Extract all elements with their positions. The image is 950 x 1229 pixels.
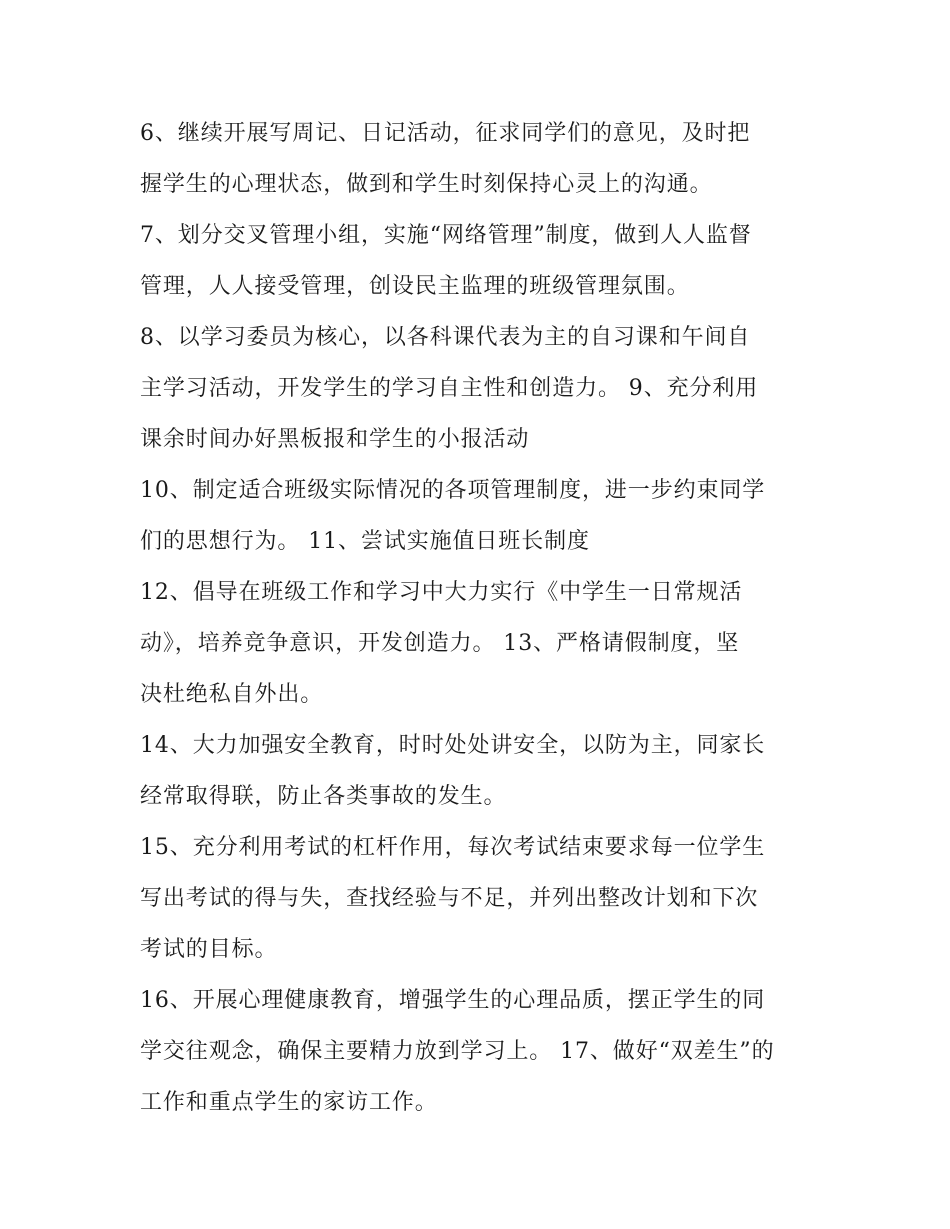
text-line: 主学习活动，开发学生的学习自主性和创造力。 9、充分利用 [140, 376, 759, 401]
text-line: 工作和重点学生的家访工作。 [140, 1090, 438, 1115]
text-line: 学交往观念，确保主要精力放到学习上。 17、做好“双差生”的 [140, 1039, 775, 1064]
text-line: 们的思想行为。 11、尝试实施值日班长制度 [140, 529, 590, 554]
text-line: 15、充分利用考试的杠杆作用，每次考试结束要求每一位学生 [140, 835, 766, 860]
text-line: 动》，培养竞争意识，开发创造力。 13、严格请假制度，坚 [140, 631, 740, 656]
text-line: 12、倡导在班级工作和学习中大力实行《中学生一日常规活 [140, 580, 743, 605]
text-line: 管理，人人接受管理，创设民主监理的班级管理氛围。 [140, 274, 690, 299]
text-line: 6、继续开展写周记、日记活动，征求同学们的意见，及时把 [140, 121, 751, 146]
text-line: 握学生的心理状态，做到和学生时刻保持心灵上的沟通。 [140, 172, 713, 197]
document-body [140, 108, 820, 1128]
text-line: 课余时间办好黑板报和学生的小报活动 [140, 427, 530, 452]
text-line: 16、开展心理健康教育，增强学生的心理品质，摆正学生的同 [140, 988, 766, 1013]
text-line: 10、制定适合班级实际情况的各项管理制度，进一步约束同学 [140, 478, 766, 503]
text-line: 考试的目标。 [140, 937, 278, 962]
text-line: 经常取得联，防止各类事故的发生。 [140, 784, 507, 809]
text-line: 7、划分交叉管理小组，实施“网络管理”制度，做到人人监督 [140, 223, 752, 248]
text-line: 14、大力加强安全教育，时时处处讲安全，以防为主，同家长 [140, 733, 766, 758]
text-line: 决杜绝私自外出。 [140, 682, 324, 707]
text-line: 8、以学习委员为核心，以各科课代表为主的自习课和午间自 [140, 325, 751, 350]
text-line: 写出考试的得与失，查找经验与不足，并列出整改计划和下次 [140, 886, 759, 911]
